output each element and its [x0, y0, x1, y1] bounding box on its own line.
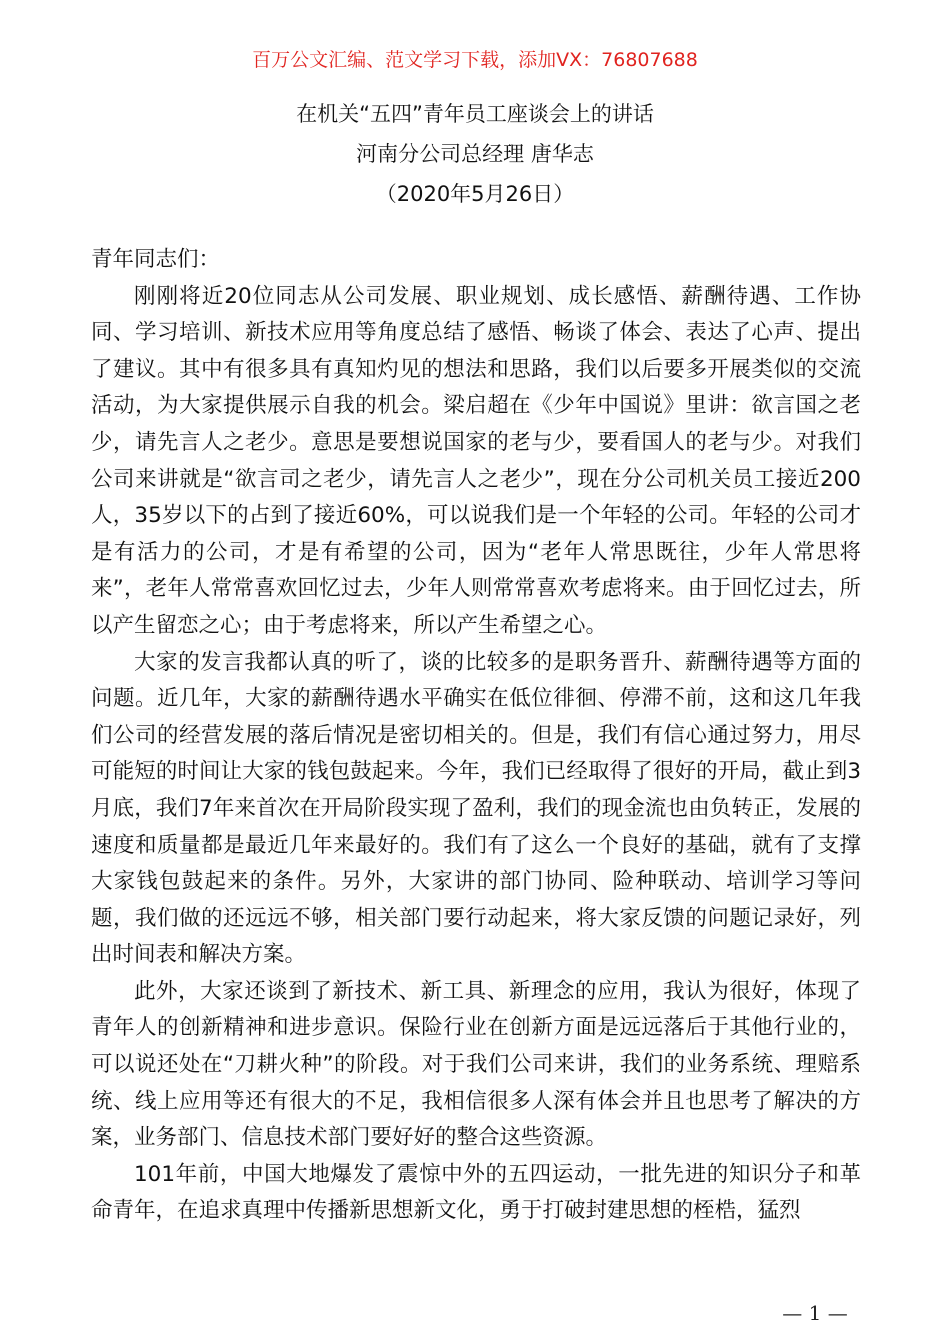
salutation: 青年同志们： — [91, 247, 221, 272]
document-title: 在机关“五四”青年员工座谈会上的讲话 — [296, 102, 654, 126]
paragraph-2: 大家的发言我都认真的听了，谈的比较多的是职务晋升、薪酬待遇等方面的问题。近几年，大家的薪酬待遇水平确实在低位徘徊、停滞不前，这和这几年我们公司的经营发展的落后情况是密切相关的。但是，我们有信心通过努力，用尽可能短的时间让大家的钱包鼓起来。今年，我们已经取得了很好的开局，截止到3月底，我们7年来首次在开局阶段实现了盈利，我们的现金流也由负转正，发展的速度和质量都是最近几年来最好的。我们有了这么一个良好的基础，就有了支撑大家钱包鼓起来的条件。另外，大家讲的部门协同、险种联动、培训学习等问题，我们做的还远远不够，相关部门要行动起来，将大家反馈的问题记录好，列出时间表和解决方案。 — [91, 649, 861, 968]
date-line: （2020年5月26日） — [375, 182, 575, 206]
paragraph-1: 刚刚将近20位同志从公司发展、职业规划、成长感悟、薪酬待遇、工作协同、学习培训、新技术应用等角度总结了感悟、畅谈了体会、表达了心声、提出了建议。其中有很多具有真知灼见的想法和思路，我们以后要多开展类似的交流活动，为大家提供展示自我的机会。梁启超在《少年中国说》里讲：欲言国之老少，请先言人之老少。意思是要想说国家的老与少，要看国人的老与少。对我们公司来讲就是“欲言司之老少，请先言人之老少”，现在分公司机关员工接近200人，35岁以下的占到了接近60%，可以说我们是一个年轻的公司。年轻的公司才是有活力的公司，才是有希望的公司，因为“老年人常思既往，少年人常思将来”，老年人常常喜欢回忆过去，少年人则常常喜欢考虑将来。由于回忆过去，所以产生留恋之心；由于考虑将来，所以产生希望之心。 — [91, 283, 861, 638]
title-block — [0, 94, 950, 214]
speaker-line: 河南分公司总经理 唐华志 — [356, 142, 594, 166]
paragraph-4: 101年前，中国大地爆发了震惊中外的五四运动，一批先进的知识分子和革命青年，在追求真理中传播新思想新文化，勇于打破封建思想的桎梏，猛烈 — [91, 1161, 861, 1224]
document-body — [91, 242, 861, 1230]
banner-text: 百万公文汇编、范文学习下载，添加VX：76807688 — [252, 49, 698, 71]
page-number: — 1 — — [782, 1301, 848, 1325]
paragraph-3: 此外，大家还谈到了新技术、新工具、新理念的应用，我认为很好，体现了青年人的创新精神和进步意识。保险行业在创新方面是远远落后于其他行业的，可以说还处在“刀耕火种”的阶段。对于我们公司来讲，我们的业务系统、理赔系统、线上应用等还有很大的不足，我相信很多人深有体会并且也思考了解决的方案，业务部门、信息技术部门要好好的整合这些资源。 — [91, 978, 861, 1151]
